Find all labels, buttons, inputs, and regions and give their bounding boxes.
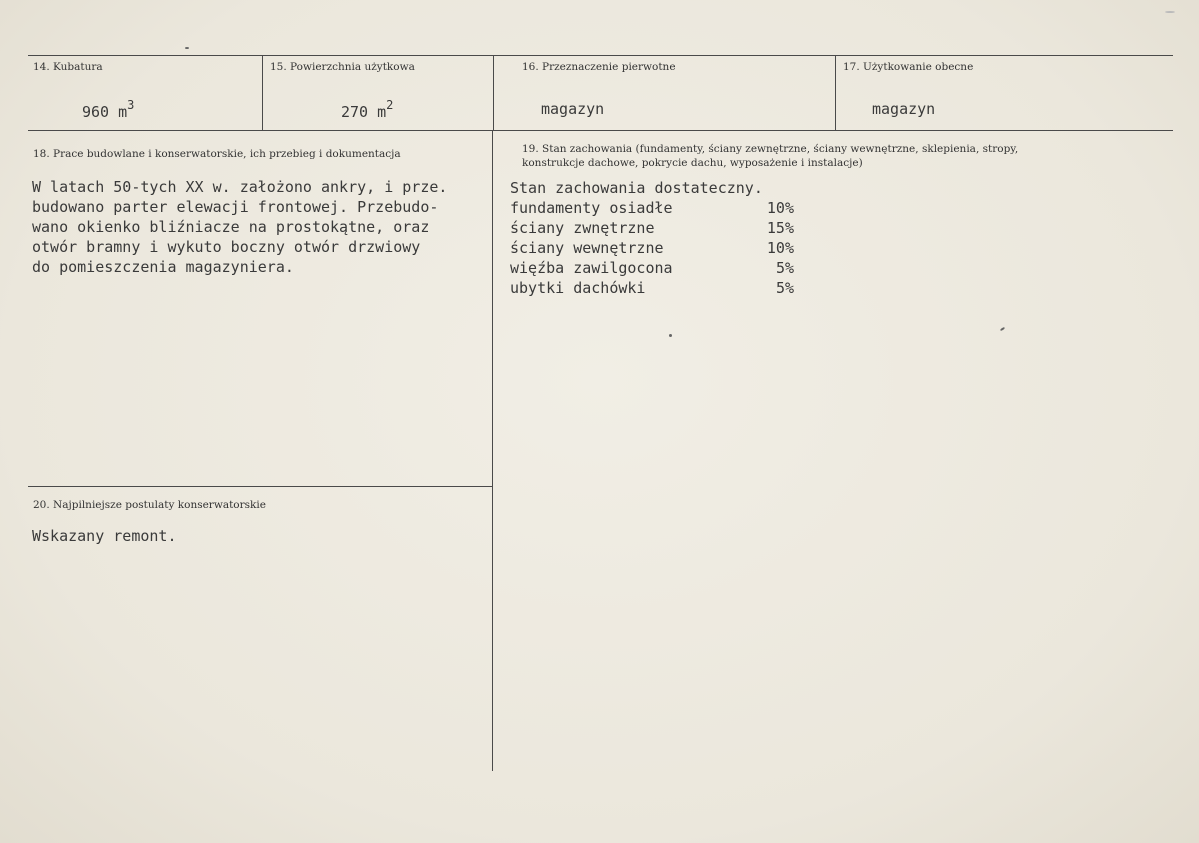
kubatura-number: 960 m <box>82 103 128 121</box>
stan-item-name: więźba zawilgocona <box>510 259 673 277</box>
paper-speck <box>1000 327 1005 332</box>
paper-speck <box>1165 11 1175 13</box>
stan-item-name: fundamenty osiadłe <box>510 199 673 217</box>
top-rule <box>28 55 1173 56</box>
prace-line-3: wano okienko bliźniacze na prostokątne, oraz <box>32 218 430 236</box>
stan-item-pct: 5% <box>775 259 794 277</box>
divider-16-17 <box>835 55 836 130</box>
stan-item-pct: 10% <box>766 199 794 217</box>
kubatura-exponent: 3 <box>127 98 135 112</box>
postulaty-label: 20. Najpilniejsze postulaty konserwatorskie <box>33 499 266 511</box>
stan-item-pct: 10% <box>766 239 794 257</box>
stan-zachowania-label-2: konstrukcje dachowe, pokrycie dachu, wyposażenie i instalacje) <box>522 157 863 169</box>
paper-speck <box>185 47 189 49</box>
powierzchnia-number: 270 m <box>341 103 387 121</box>
prace-budowlane-label: 18. Prace budowlane i konserwatorskie, ich przebieg i dokumentacja <box>33 148 401 160</box>
prace-line-4: otwór bramny i wykuto boczny otwór drzwiowy <box>32 238 421 256</box>
powierzchnia-label: 15. Powierzchnia użytkowa <box>270 61 415 73</box>
header-bottom-rule <box>28 130 1173 131</box>
stan-item-name: ściany zwnętrzne <box>510 219 655 237</box>
przeznaczenie-value: magazyn <box>541 100 605 118</box>
stan-zachowania-label-1: 19. Stan zachowania (fundamenty, ściany zewnętrzne, ściany wewnętrzne, sklepienia, stropy, <box>522 143 1019 155</box>
stan-item-pct: 15% <box>766 219 794 237</box>
stan-item-pct: 5% <box>775 279 794 297</box>
stan-item-name: ściany wewnętrzne <box>510 239 664 257</box>
paper-speck <box>669 334 672 337</box>
prace-line-1: W latach 50-tych XX w. założono ankry, i prze. <box>32 178 448 196</box>
section-20-top-rule <box>28 486 492 487</box>
stan-item-name: ubytki dachówki <box>510 279 646 297</box>
powierzchnia-exponent: 2 <box>386 98 394 112</box>
main-vertical-divider <box>492 130 493 771</box>
divider-14-15 <box>262 55 263 130</box>
prace-line-5: do pomieszczenia magazyniera. <box>32 258 294 276</box>
divider-15-16 <box>493 55 494 130</box>
postulaty-value: Wskazany remont. <box>32 527 177 545</box>
uzytkowanie-value: magazyn <box>872 100 936 118</box>
przeznaczenie-label: 16. Przeznaczenie pierwotne <box>522 61 676 73</box>
kubatura-value <box>82 98 134 121</box>
stan-zachowania-summary: Stan zachowania dostateczny. <box>510 179 763 197</box>
prace-line-2: budowano parter elewacji frontowej. Przebudo- <box>32 198 439 216</box>
uzytkowanie-label: 17. Użytkowanie obecne <box>843 61 974 73</box>
powierzchnia-value <box>341 98 393 121</box>
kubatura-label: 14. Kubatura <box>33 61 103 73</box>
